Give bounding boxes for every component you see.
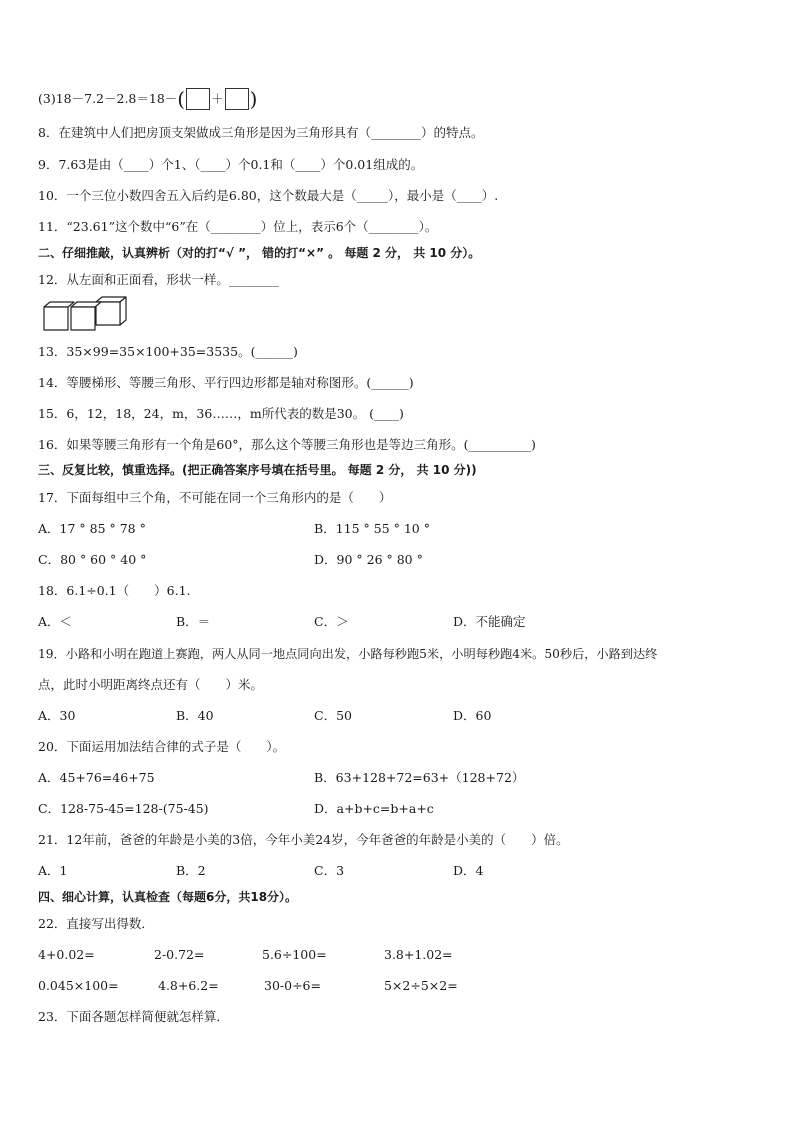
- question-20-stem: 20．下面运用加法结合律的式子是（ ）。: [38, 739, 286, 754]
- calc-item: 2-0.72=: [154, 947, 205, 962]
- q18-option-c[interactable]: C．＞: [314, 614, 349, 629]
- question-14: 14．等腰梯形、等腰三角形、平行四边形都是轴对称图形。(______): [38, 375, 414, 390]
- q20-option-c[interactable]: C．128-75-45=128-(75-45): [38, 801, 209, 816]
- q19-option-b[interactable]: B．40: [176, 708, 214, 723]
- q21-option-a[interactable]: A．1: [38, 863, 68, 878]
- right-paren: ): [249, 87, 258, 111]
- question-13: 13．35×99=35×100+35=3535。(______): [38, 344, 298, 359]
- question-19-stem-line2: 点，此时小明距离终点还有（ ）米。: [38, 677, 264, 692]
- q17-option-a[interactable]: A．17 ° 85 ° 78 °: [38, 521, 146, 536]
- q19-option-a[interactable]: A．30: [38, 708, 76, 723]
- calc-item: 0.045×100=: [38, 978, 119, 993]
- answer-box-2[interactable]: [225, 88, 249, 110]
- q20-option-a[interactable]: A．45+76=46+75: [38, 770, 155, 785]
- q19-option-c[interactable]: C．50: [314, 708, 352, 723]
- answer-box-1[interactable]: [186, 88, 210, 110]
- q3-expression: [38, 88, 257, 110]
- question-19-stem-line1: 19．小路和小明在跑道上赛跑，两人从同一地点同向出发，小路每秒跑5米，小明每秒跑4米。50秒后，小路到达终: [38, 647, 658, 661]
- calc-item: 4.8+6.2=: [158, 978, 219, 993]
- plus-sign: ＋: [211, 91, 224, 106]
- question-22-stem: 22．直接写出得数．: [38, 916, 154, 931]
- question-12: 12．从左面和正面看，形状一样。________: [38, 272, 279, 287]
- question-9: 9．7.63是由（____）个1、（____）个0.1和（____）个0.01组成的。: [38, 157, 424, 172]
- section-4-heading: 四、细心计算，认真检查（每题6分，共18分）。: [38, 890, 298, 904]
- cubes-figure: [40, 296, 130, 334]
- q21-option-b[interactable]: B．2: [176, 863, 206, 878]
- q17-option-b[interactable]: B．115 ° 55 ° 10 °: [314, 521, 430, 536]
- calc-item: 4+0.02=: [38, 947, 95, 962]
- q20-option-d[interactable]: D．a+b+c=b+a+c: [314, 801, 434, 816]
- q3-lhs: (3)18－7.2－2.8＝18－: [38, 91, 178, 106]
- question-11: 11．“23.61”这个数中“6”在（________）位上，表示6个（________）。: [38, 219, 438, 234]
- q18-option-b[interactable]: B．＝: [176, 614, 211, 629]
- calc-item: 30-0÷6=: [264, 978, 321, 993]
- question-23: 23．下面各题怎样简便就怎样算．: [38, 1009, 229, 1024]
- section-3-heading: 三、反复比较，慎重选择。(把正确答案序号填在括号里。 每题 2 分， 共 10 分)): [38, 463, 477, 477]
- calc-item: 5.6÷100=: [262, 947, 327, 962]
- q17-option-d[interactable]: D．90 ° 26 ° 80 °: [314, 552, 423, 567]
- question-16: 16．如果等腰三角形有一个角是60°，那么这个等腰三角形也是等边三角形。(__________): [38, 437, 536, 452]
- q18-option-a[interactable]: A．＜: [38, 614, 73, 629]
- question-17-stem: 17．下面每组中三个角，不可能在同一个三角形内的是（ ）: [38, 490, 392, 505]
- question-18-stem: 18．6.1÷0.1（ ）6.1.: [38, 583, 191, 598]
- question-15: 15．6，12，18，24，m，36……，m所代表的数是30。 (____): [38, 406, 404, 421]
- q20-option-b[interactable]: B．63+128+72=63+（128+72）: [314, 770, 525, 785]
- q21-option-c[interactable]: C．3: [314, 863, 345, 878]
- question-8: 8．在建筑中人们把房顶支架做成三角形是因为三角形具有（________）的特点。: [38, 125, 484, 140]
- q17-option-c[interactable]: C．80 ° 60 ° 40 °: [38, 552, 147, 567]
- q19-option-d[interactable]: D．60: [453, 708, 492, 723]
- q21-option-d[interactable]: D．4: [453, 863, 484, 878]
- question-21-stem: 21．12年前，爸爸的年龄是小美的3倍，今年小美24岁，今年爸爸的年龄是小美的（ ）倍。: [38, 832, 569, 847]
- q18-option-d[interactable]: D．不能确定: [453, 614, 526, 629]
- left-paren: (: [177, 87, 186, 111]
- question-10: 10．一个三位小数四舍五入后约是6.80，这个数最大是（_____），最小是（____）.: [38, 188, 499, 203]
- calc-item: 3.8+1.02=: [384, 947, 453, 962]
- calc-item: 5×2÷5×2=: [384, 978, 458, 993]
- section-2-heading: 二、仔细推敲，认真辨析（对的打“√ ”， 错的打“×” 。 每题 2 分， 共 10 分）。: [38, 246, 481, 260]
